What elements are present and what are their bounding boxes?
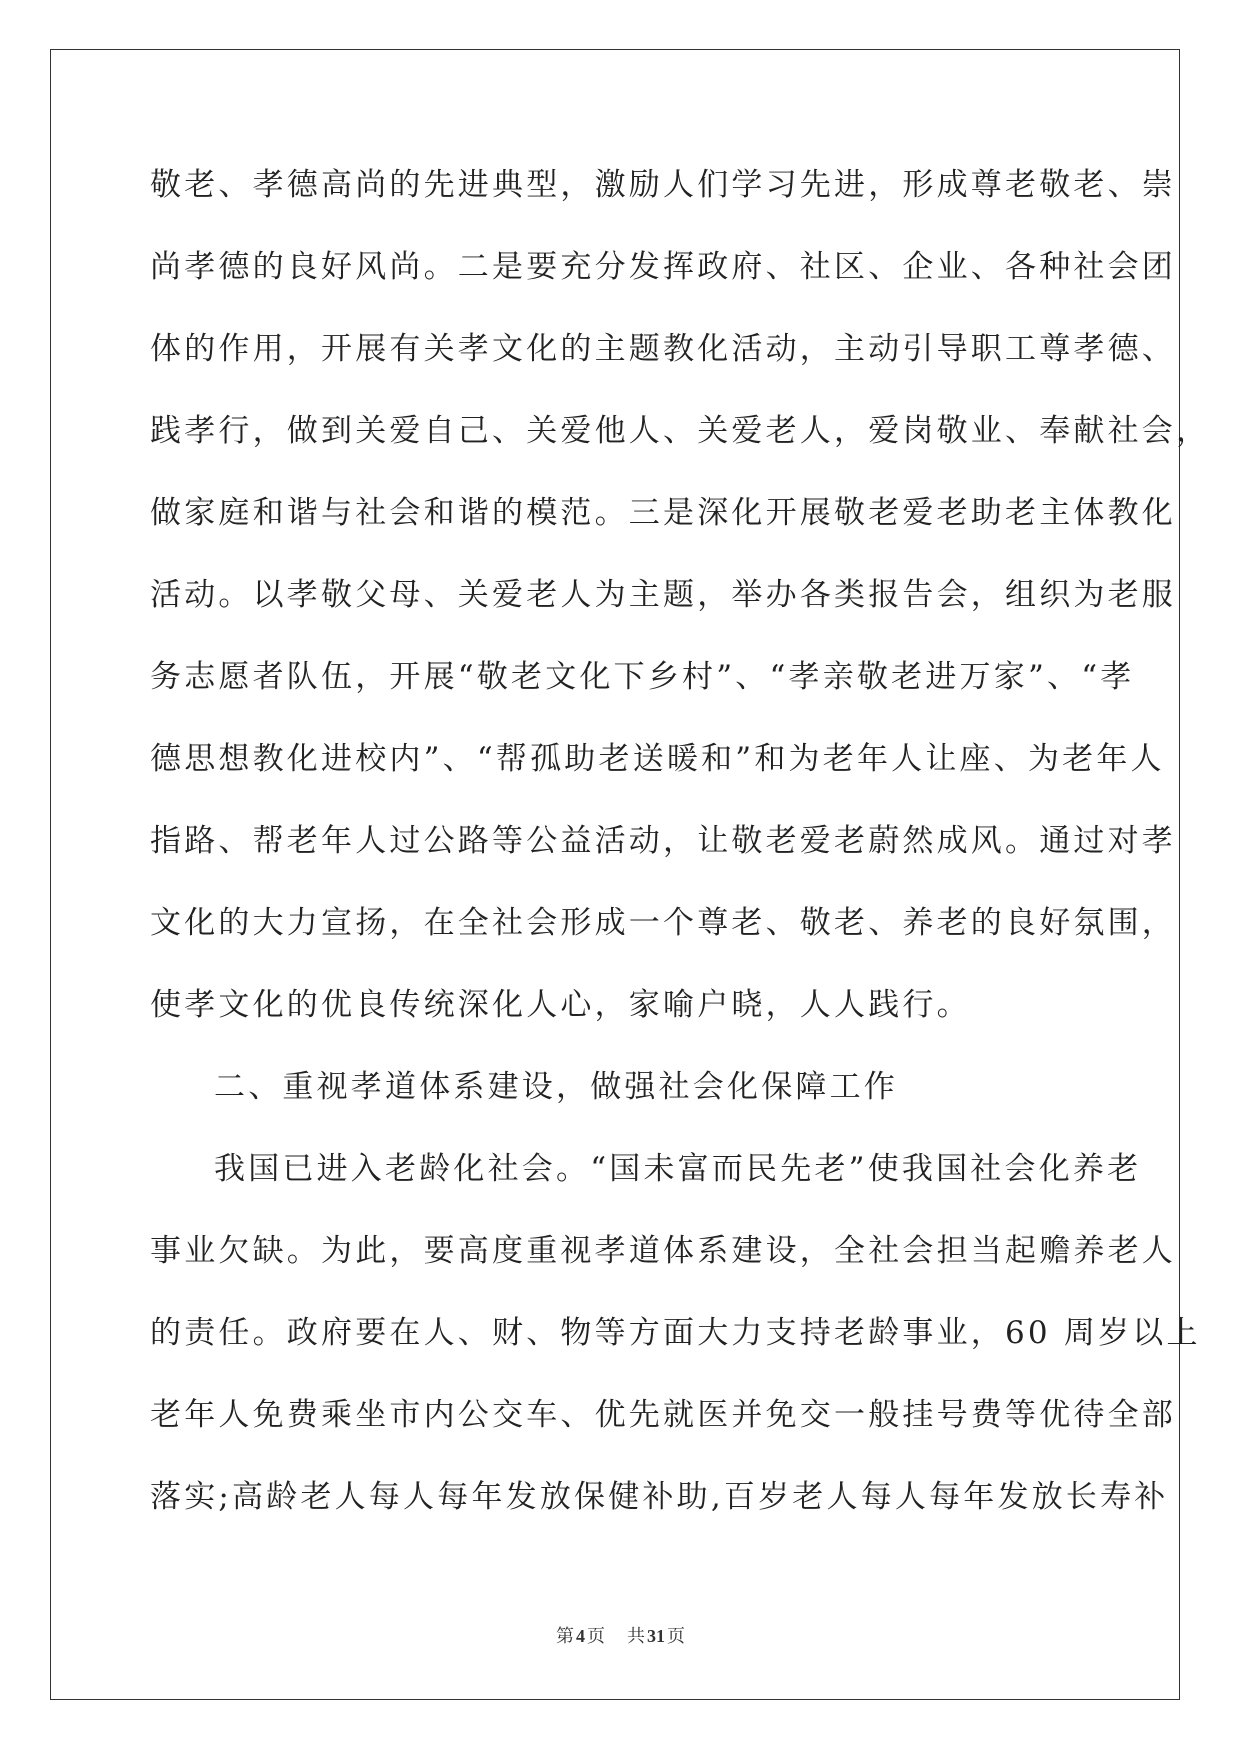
- paragraph-line: 尚孝德的良好风尚。二是要充分发挥政府、社区、企业、各种社会团: [150, 249, 1176, 285]
- paragraph-line: 文化的大力宣扬，在全社会形成一个尊老、敬老、养老的良好氛围，: [150, 905, 1176, 941]
- footer-total-unit: 页: [667, 1626, 685, 1646]
- paragraph-line: 体的作用，开展有关孝文化的主题教化活动，主动引导职工尊孝德、: [150, 331, 1176, 367]
- paragraph-line: 活动。以孝敬父母、关爱老人为主题，举办各类报告会，组织为老服: [150, 577, 1176, 613]
- footer-total-prefix: 共: [627, 1626, 645, 1646]
- paragraph-line: 指路、帮老年人过公路等公益活动，让敬老爱老蔚然成风。通过对孝: [150, 823, 1176, 859]
- document-body: [150, 165, 1211, 1559]
- section-heading: 二、重视孝道体系建设，做强社会化保障工作: [214, 1069, 898, 1105]
- paragraph-line: 事业欠缺。为此，要高度重视孝道体系建设，全社会担当起赡养老人: [150, 1233, 1176, 1269]
- total-page-count: 31: [647, 1626, 665, 1646]
- footer-prefix: 第: [556, 1626, 574, 1646]
- current-page-number: 4: [576, 1626, 585, 1646]
- paragraph-line: 践孝行，做到关爱自己、关爱他人、关爱老人，爱岗敬业、奉献社会，: [150, 413, 1211, 449]
- paragraph-line: 使孝文化的优良传统深化人心，家喻户晓，人人践行。: [150, 987, 971, 1023]
- footer-page-unit: 页: [587, 1626, 605, 1646]
- paragraph-line: 老年人免费乘坐市内公交车、优先就医并免交一般挂号费等优待全部: [150, 1397, 1176, 1433]
- paragraph-line: 落实;高龄老人每人每年发放保健补助,百岁老人每人每年发放长寿补: [150, 1479, 1169, 1515]
- paragraph-line: 我国已进入老龄化社会。“国未富而民先老”使我国社会化养老: [214, 1151, 1142, 1187]
- paragraph-line: 德思想教化进校内”、“帮孤助老送暖和”和为老年人让座、为老年人: [150, 741, 1165, 777]
- paragraph-line: 敬老、孝德高尚的先进典型，激励人们学习先进，形成尊老敬老、崇: [150, 167, 1176, 203]
- paragraph-line: 务志愿者队伍，开展“敬老文化下乡村”、“孝亲敬老进万家”、“孝: [150, 659, 1135, 695]
- paragraph-line: 做家庭和谐与社会和谐的模范。三是深化开展敬老爱老助老主体教化: [150, 495, 1176, 531]
- paragraph-line: 的责任。政府要在人、财、物等方面大力支持老龄事业，60 周岁以上: [150, 1315, 1201, 1351]
- page-footer: [0, 1622, 1241, 1648]
